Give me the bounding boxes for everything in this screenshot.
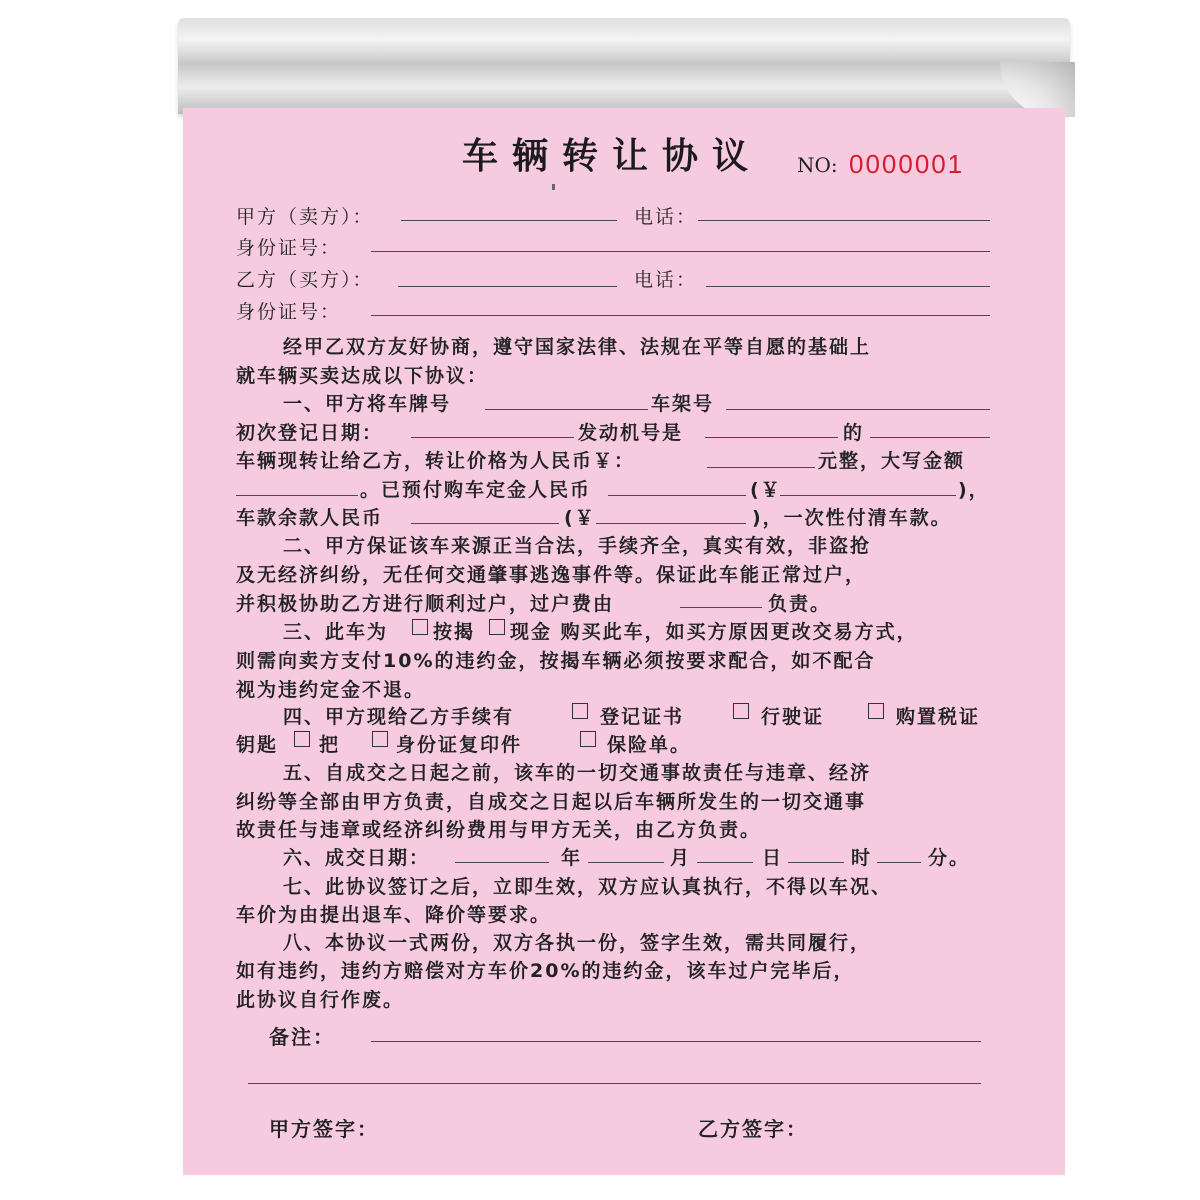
party-b-label: 乙方（买方）： (236, 269, 374, 291)
minute-label: 分。 (928, 847, 971, 869)
clause-2-line-2: 及无经济纠纷，无任何交通肇事逃逸事件等。保证此车能正常过户， (236, 564, 867, 586)
deal-date-label: 六、成交日期： (283, 847, 431, 869)
id-a-field[interactable] (371, 251, 990, 252)
clause-4-label: 四、甲方现给乙方手续有 (283, 706, 515, 728)
phone-a-label: 电话： (634, 206, 698, 228)
registration-cert-label: 登记证书 (600, 706, 685, 728)
balance-yen-label: (￥ (564, 507, 596, 529)
clause-1-plate-label: 一、甲方将车牌号 (283, 393, 452, 415)
clause-7-line-1: 七、此协议签订之后，立即生效，双方应认真执行，不得以车况、 (283, 876, 893, 898)
price-words-label: 元整，大写金额 (818, 450, 966, 472)
balance-field[interactable] (411, 523, 559, 524)
clause-5-line-3: 故责任与违章或经济纠纷费用与甲方无关，由乙方负责。 (236, 819, 762, 841)
serial-number-label: NO: (797, 153, 838, 177)
id-copy-label: 身份证复印件 (396, 734, 523, 756)
deal-minute-field[interactable] (877, 862, 921, 863)
phone-b-field[interactable] (706, 286, 990, 287)
balance-yen-field[interactable] (596, 523, 746, 524)
month-label: 月 (670, 847, 692, 869)
balance-label: 车款余款人民币 (236, 507, 384, 529)
clause-2-responsible: 负责。 (768, 593, 832, 615)
hour-label: 时 (851, 847, 873, 869)
id-b-label: 身份证号： (236, 301, 342, 323)
clause-5-line-1: 五、自成交之日起之前，该车的一切交通事故责任与违章、经济 (283, 762, 872, 784)
day-label: 日 (762, 847, 784, 869)
party-b-field[interactable] (398, 286, 617, 287)
vin-label: 车架号 (651, 393, 715, 415)
deposit-label: 。已预付购车定金人民币 (360, 479, 592, 501)
party-a-signature-label: 甲方签字： (269, 1117, 379, 1141)
deposit-field[interactable] (608, 495, 746, 496)
deal-month-field[interactable] (588, 862, 664, 863)
remarks-field-line-2[interactable] (248, 1083, 981, 1084)
keys-label: 钥匙 (236, 734, 279, 756)
engine-number-label: 发动机号是 (578, 422, 684, 444)
mortgage-checkbox[interactable] (412, 619, 428, 635)
id-b-field[interactable] (371, 315, 990, 316)
cash-label: 现金 购买此车，如买方原因更改交易方式， (510, 621, 918, 643)
keys-unit-label: 把 (319, 734, 341, 756)
intro-line-1: 经甲乙双方友好协商，遵守国家法律、法规在平等自愿的基础上 (283, 336, 872, 358)
insurance-label: 保险单。 (607, 734, 692, 756)
transfer-fee-payer-field[interactable] (680, 607, 762, 608)
punch-mark (552, 184, 555, 190)
deposit-yen-label: (￥ (750, 479, 782, 501)
insurance-checkbox[interactable] (580, 731, 596, 747)
clause-2-line-3: 并积极协助乙方进行顺利过户，过户费由 (236, 593, 615, 615)
vin-field[interactable] (726, 409, 990, 410)
vehicle-type-field[interactable] (870, 437, 990, 438)
vehicle-of-label: 的 (843, 422, 865, 444)
engine-number-field[interactable] (705, 437, 838, 438)
document-title: 车辆转让协议 (462, 135, 763, 177)
clause-5-line-2: 纠纷等全部由甲方负责，自成交之日起以后车辆所发生的一切交通事 (236, 791, 867, 813)
remarks-label: 备注： (269, 1025, 335, 1049)
clause-3-label: 三、此车为 (283, 621, 389, 643)
balance-close: )，一次性付清车款。 (752, 507, 952, 529)
clause-8-line-3: 此协议自行作废。 (236, 989, 405, 1011)
party-b-signature-label: 乙方签字： (698, 1117, 808, 1141)
intro-line-2: 就车辆买卖达成以下协议： (236, 365, 489, 387)
deposit-yen-field[interactable] (780, 495, 956, 496)
year-label: 年 (561, 847, 583, 869)
clause-3-line-3: 视为违约定金不退。 (236, 679, 426, 701)
first-registration-field[interactable] (411, 437, 574, 438)
clause-3-line-2: 则需向卖方支付10%的违约金，按揭车辆必须按要求配合，如不配合 (236, 650, 876, 672)
clause-8-line-2: 如有违约，违约方赔偿对方车价20%的违约金，该车过户完毕后， (236, 960, 855, 982)
remarks-field[interactable] (371, 1041, 981, 1042)
phone-a-field[interactable] (698, 220, 990, 221)
id-a-label: 身份证号： (236, 237, 342, 259)
clause-8-line-1: 八、本协议一式两份，双方各执一份，签字生效，需共同履行， (283, 932, 872, 954)
purchase-tax-label: 购置税证 (896, 706, 981, 728)
price-words-field[interactable] (236, 495, 358, 496)
first-registration-label: 初次登记日期： (236, 422, 384, 444)
plate-number-field[interactable] (485, 409, 648, 410)
clause-2-line-1: 二、甲方保证该车来源正当合法，手续齐全，真实有效，非盗抢 (283, 535, 872, 557)
party-a-field[interactable] (401, 220, 617, 221)
deal-year-field[interactable] (455, 862, 549, 863)
price-field[interactable] (707, 467, 815, 468)
pad-binding (178, 18, 1070, 114)
driving-license-checkbox[interactable] (733, 703, 749, 719)
transfer-price-label: 车辆现转让给乙方，转让价格为人民币￥： (236, 450, 636, 472)
clause-7-line-2: 车价为由提出退车、降价等要求。 (236, 904, 552, 926)
mortgage-label: 按揭 (433, 621, 476, 643)
keys-checkbox[interactable] (294, 731, 310, 747)
registration-cert-checkbox[interactable] (572, 703, 588, 719)
party-a-label: 甲方（卖方）： (236, 206, 374, 228)
cash-checkbox[interactable] (489, 619, 505, 635)
deposit-close: )， (958, 479, 990, 501)
deal-day-field[interactable] (697, 862, 753, 863)
serial-number: 0000001 (849, 149, 965, 179)
driving-license-label: 行驶证 (761, 706, 825, 728)
deal-hour-field[interactable] (788, 862, 844, 863)
purchase-tax-checkbox[interactable] (868, 703, 884, 719)
id-copy-checkbox[interactable] (372, 731, 388, 747)
phone-b-label: 电话： (634, 269, 698, 291)
